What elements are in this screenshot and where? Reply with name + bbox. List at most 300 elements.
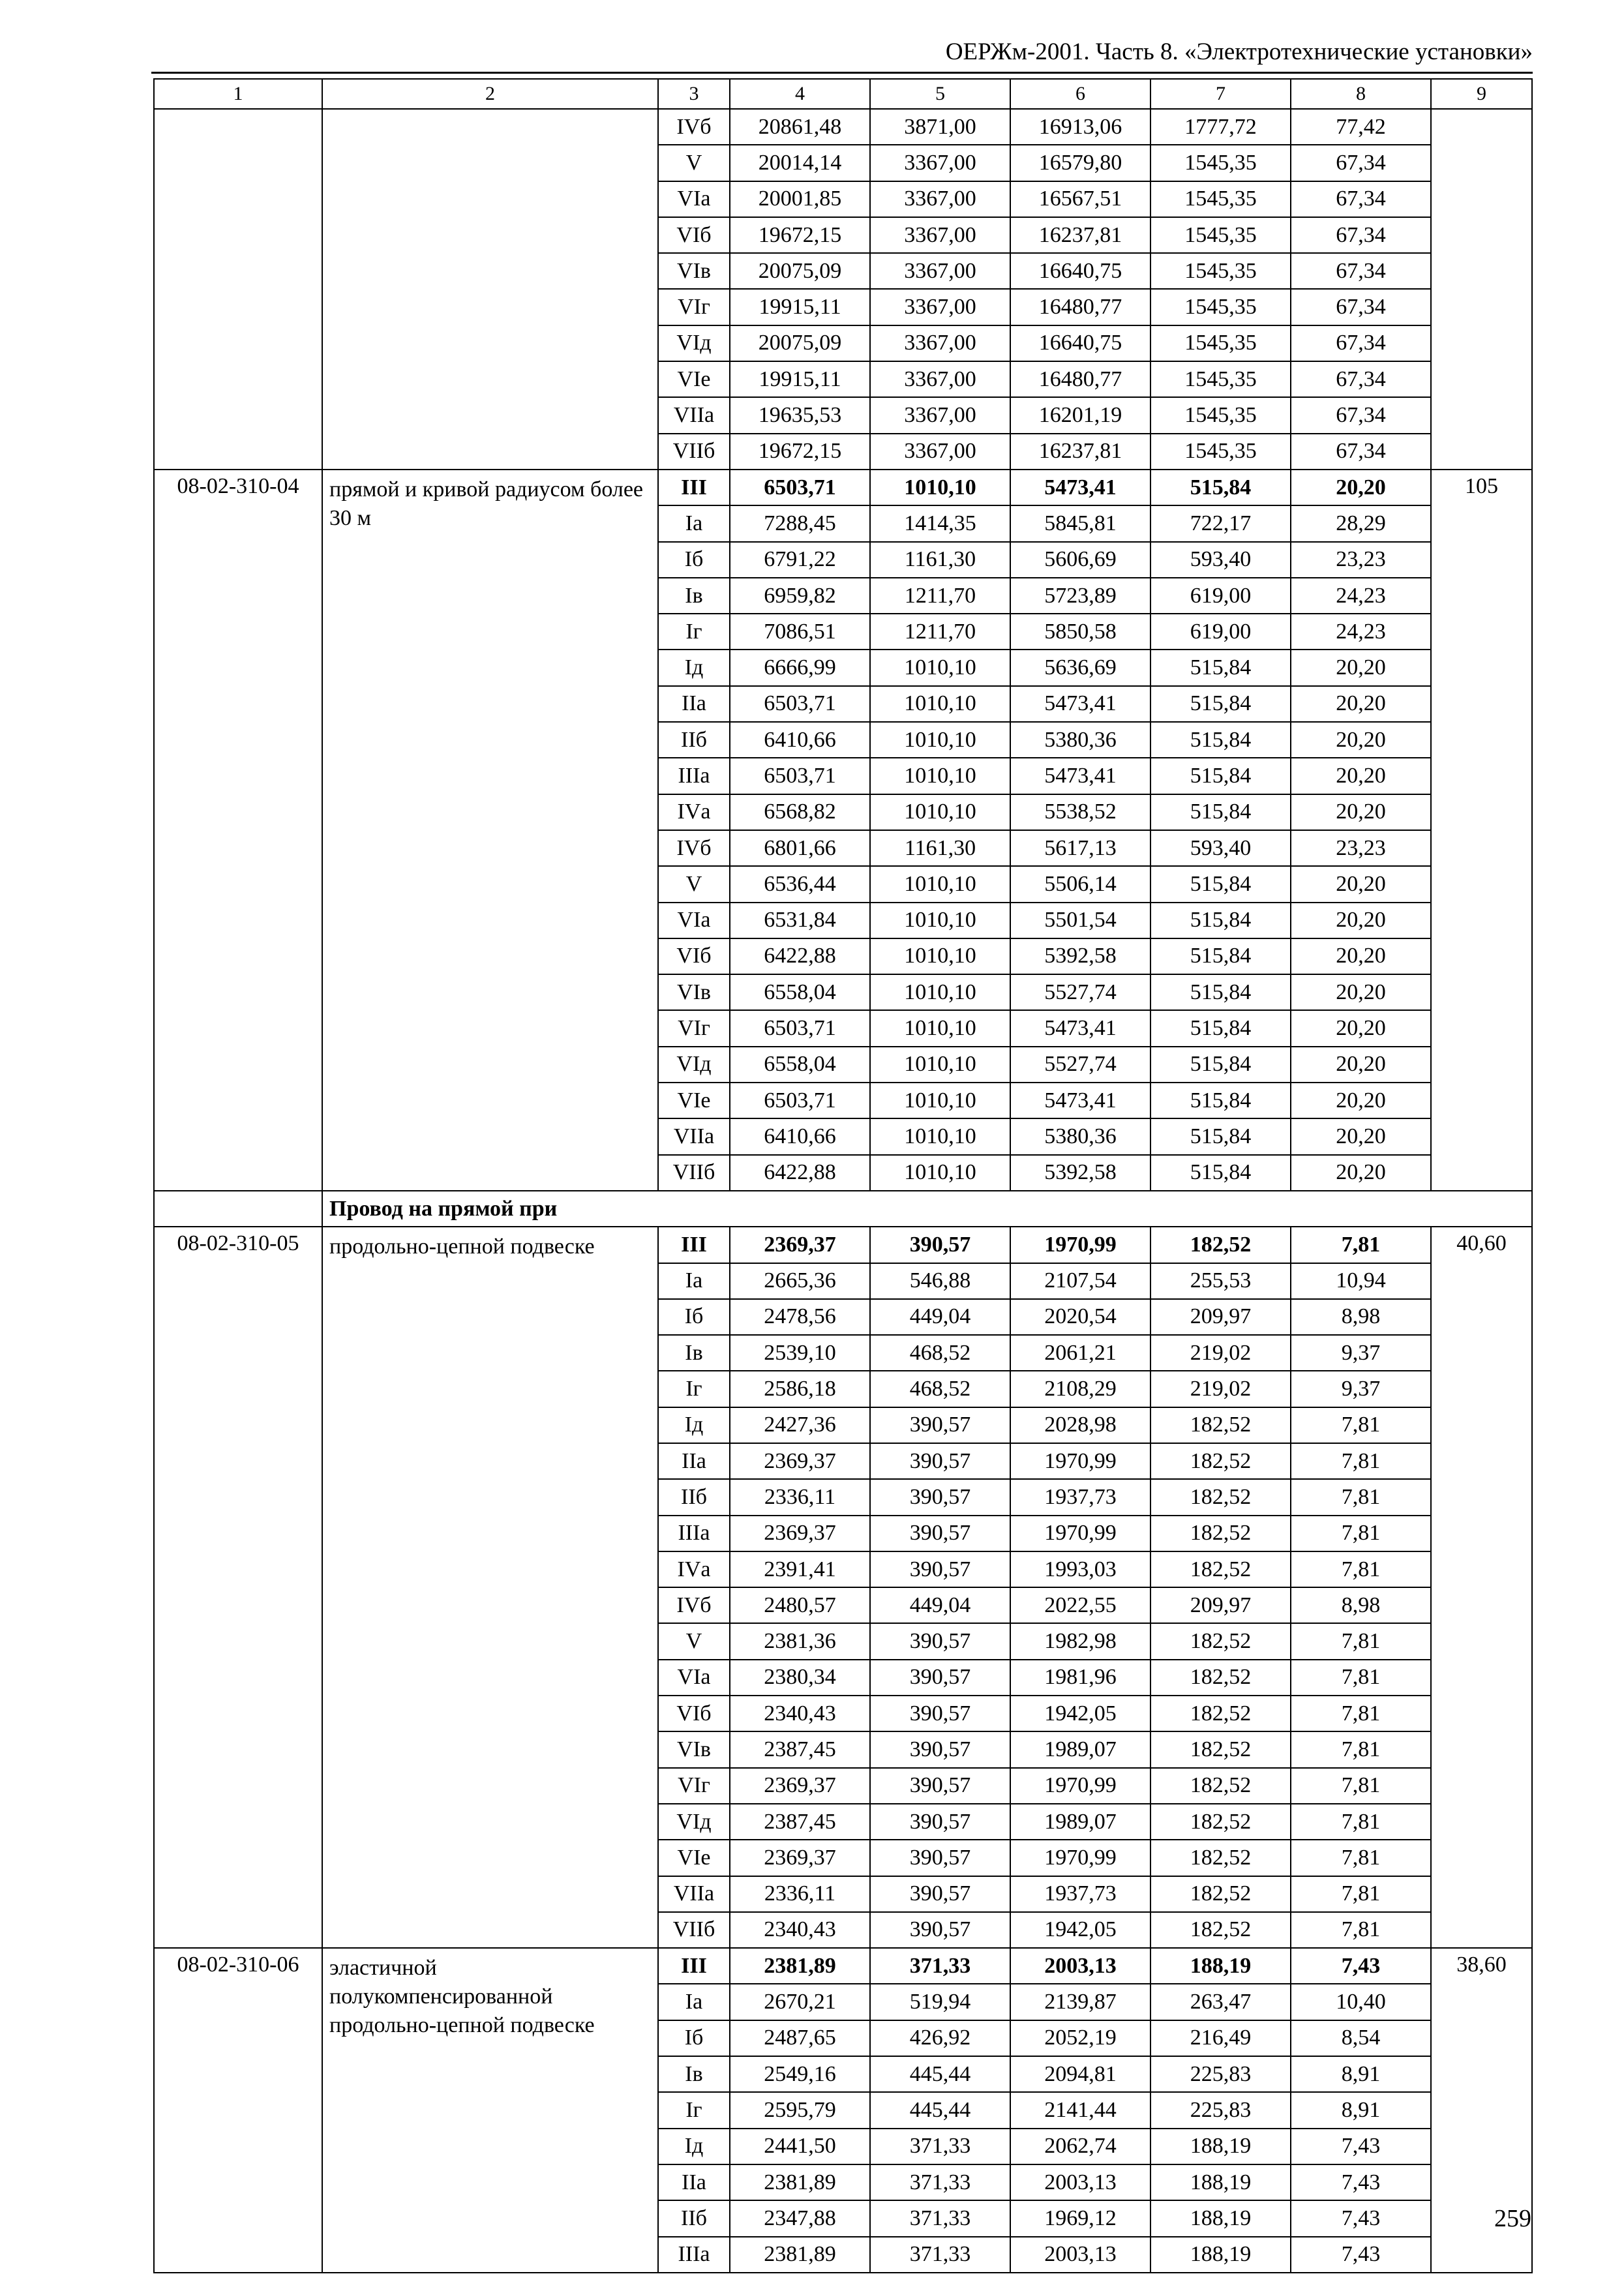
machinist-wages-cell: 182,52	[1150, 1876, 1291, 1912]
wages-cell: 3367,00	[870, 253, 1010, 289]
wages-cell: 3367,00	[870, 217, 1010, 253]
zone-cell: VIб	[658, 938, 730, 974]
machines-cell: 1970,99	[1010, 1443, 1150, 1479]
norm-code: 08-02-310-04	[154, 470, 322, 1191]
machinist-wages-cell: 1545,35	[1150, 434, 1291, 470]
zone-cell: IIб	[658, 2200, 730, 2236]
machinist-wages-cell: 593,40	[1150, 542, 1291, 578]
machines-cell: 5506,14	[1010, 866, 1150, 902]
wages-cell: 1010,10	[870, 722, 1010, 758]
wages-cell: 371,33	[870, 2200, 1010, 2236]
zone-cell: V	[658, 145, 730, 181]
machines-cell: 5473,41	[1010, 686, 1150, 722]
materials-cell: 20,20	[1291, 1155, 1431, 1191]
machinist-wages-cell: 182,52	[1150, 1479, 1291, 1515]
machines-cell: 1970,99	[1010, 1768, 1150, 1804]
zone-cell: VIд	[658, 1047, 730, 1083]
labor-cost-cell: 40,60	[1431, 1227, 1532, 1948]
zone-cell: VIIа	[658, 1876, 730, 1912]
total-cost-cell: 2427,36	[730, 1407, 870, 1443]
materials-cell: 23,23	[1291, 542, 1431, 578]
total-cost-cell: 6536,44	[730, 866, 870, 902]
machines-cell: 1970,99	[1010, 1840, 1150, 1876]
wages-cell: 1010,10	[870, 1155, 1010, 1191]
table-row	[154, 1227, 1532, 1263]
machinist-wages-cell: 515,84	[1150, 686, 1291, 722]
norm-code: 08-02-310-06	[154, 1948, 322, 2273]
page-number: 259	[1494, 2205, 1531, 2232]
wages-cell: 1010,10	[870, 650, 1010, 685]
total-cost-cell: 2478,56	[730, 1299, 870, 1335]
total-cost-cell: 2487,65	[730, 2020, 870, 2056]
machinist-wages-cell: 225,83	[1150, 2092, 1291, 2128]
wages-cell: 1010,10	[870, 938, 1010, 974]
zone-cell: VIг	[658, 1010, 730, 1046]
materials-cell: 20,20	[1291, 1010, 1431, 1046]
materials-cell: 20,20	[1291, 974, 1431, 1010]
machinist-wages-cell: 209,97	[1150, 1587, 1291, 1623]
total-cost-cell: 2347,88	[730, 2200, 870, 2236]
total-cost-cell: 2369,37	[730, 1840, 870, 1876]
materials-cell: 7,43	[1291, 2200, 1431, 2236]
materials-cell: 67,34	[1291, 289, 1431, 325]
materials-cell: 7,81	[1291, 1407, 1431, 1443]
wages-cell: 3367,00	[870, 397, 1010, 433]
zone-cell: VIб	[658, 217, 730, 253]
machinist-wages-cell: 216,49	[1150, 2020, 1291, 2056]
zone-cell: Iд	[658, 650, 730, 685]
machines-cell: 5538,52	[1010, 794, 1150, 830]
zone-cell: VIг	[658, 289, 730, 325]
total-cost-cell: 7288,45	[730, 505, 870, 541]
machinist-wages-cell: 225,83	[1150, 2056, 1291, 2092]
rates-table-body	[154, 79, 1532, 2273]
zone-cell: Iг	[658, 2092, 730, 2128]
zone-cell: VIIа	[658, 1118, 730, 1154]
machines-cell: 5473,41	[1010, 1083, 1150, 1118]
machinist-wages-cell: 515,84	[1150, 722, 1291, 758]
machinist-wages-cell: 515,84	[1150, 974, 1291, 1010]
zone-cell: VIд	[658, 1804, 730, 1840]
machines-cell: 2003,13	[1010, 2237, 1150, 2273]
total-cost-cell: 2381,36	[730, 1623, 870, 1659]
wages-cell: 390,57	[870, 1227, 1010, 1263]
total-cost-cell: 6410,66	[730, 722, 870, 758]
column-number: 4	[730, 79, 870, 109]
wages-cell: 371,33	[870, 1948, 1010, 1984]
zone-cell: VIа	[658, 1660, 730, 1696]
machines-cell: 16237,81	[1010, 217, 1150, 253]
machinist-wages-cell: 182,52	[1150, 1407, 1291, 1443]
zone-cell: V	[658, 1623, 730, 1659]
machinist-wages-cell: 182,52	[1150, 1660, 1291, 1696]
zone-cell: Iд	[658, 1407, 730, 1443]
materials-cell: 20,20	[1291, 470, 1431, 505]
wages-cell: 390,57	[870, 1696, 1010, 1731]
machines-cell: 16201,19	[1010, 397, 1150, 433]
total-cost-cell: 20075,09	[730, 253, 870, 289]
wages-cell: 390,57	[870, 1840, 1010, 1876]
materials-cell: 20,20	[1291, 794, 1431, 830]
materials-cell: 67,34	[1291, 253, 1431, 289]
wages-cell: 371,33	[870, 2129, 1010, 2164]
total-cost-cell: 2441,50	[730, 2129, 870, 2164]
machines-cell: 2062,74	[1010, 2129, 1150, 2164]
total-cost-cell: 2391,41	[730, 1551, 870, 1587]
norm-description: эластичной полукомпенсированной продольно-цепной подвеске	[322, 1948, 658, 2273]
column-number: 8	[1291, 79, 1431, 109]
total-cost-cell: 20014,14	[730, 145, 870, 181]
machines-cell: 5606,69	[1010, 542, 1150, 578]
column-number: 9	[1431, 79, 1532, 109]
wages-cell: 390,57	[870, 1516, 1010, 1551]
wages-cell: 449,04	[870, 1299, 1010, 1335]
total-cost-cell: 19672,15	[730, 434, 870, 470]
column-number: 6	[1010, 79, 1150, 109]
zone-cell: VIе	[658, 1083, 730, 1118]
zone-cell: IIа	[658, 2164, 730, 2200]
machines-cell: 1970,99	[1010, 1227, 1150, 1263]
machines-cell: 16913,06	[1010, 109, 1150, 145]
machinist-wages-cell: 1545,35	[1150, 181, 1291, 217]
wages-cell: 1010,10	[870, 686, 1010, 722]
zone-cell: Iа	[658, 505, 730, 541]
labor-cost-cell: 38,60	[1431, 1948, 1532, 2273]
machines-cell: 1942,05	[1010, 1912, 1150, 1948]
materials-cell: 24,23	[1291, 614, 1431, 650]
machinist-wages-cell: 182,52	[1150, 1551, 1291, 1587]
zone-cell: VIг	[658, 1768, 730, 1804]
materials-cell: 7,81	[1291, 1227, 1431, 1263]
materials-cell: 20,20	[1291, 686, 1431, 722]
total-cost-cell: 6666,99	[730, 650, 870, 685]
wages-cell: 1010,10	[870, 1047, 1010, 1083]
zone-cell: III	[658, 1227, 730, 1263]
wages-cell: 3367,00	[870, 325, 1010, 361]
machines-cell: 2052,19	[1010, 2020, 1150, 2056]
machines-cell: 1993,03	[1010, 1551, 1150, 1587]
total-cost-cell: 6503,71	[730, 686, 870, 722]
machines-cell: 5473,41	[1010, 1010, 1150, 1046]
section-row	[154, 1191, 1532, 1227]
wages-cell: 1010,10	[870, 1010, 1010, 1046]
zone-cell: Iа	[658, 1263, 730, 1299]
wages-cell: 546,88	[870, 1263, 1010, 1299]
materials-cell: 7,81	[1291, 1443, 1431, 1479]
zone-cell: Iг	[658, 614, 730, 650]
total-cost-cell: 6503,71	[730, 758, 870, 794]
wages-cell: 1010,10	[870, 758, 1010, 794]
zone-cell: VIв	[658, 1731, 730, 1767]
machinist-wages-cell: 515,84	[1150, 1083, 1291, 1118]
zone-cell: IVб	[658, 830, 730, 866]
materials-cell: 20,20	[1291, 650, 1431, 685]
machines-cell: 1982,98	[1010, 1623, 1150, 1659]
wages-cell: 3367,00	[870, 434, 1010, 470]
machinist-wages-cell: 188,19	[1150, 2129, 1291, 2164]
total-cost-cell: 6503,71	[730, 1010, 870, 1046]
machinist-wages-cell: 515,84	[1150, 1047, 1291, 1083]
wages-cell: 1010,10	[870, 1083, 1010, 1118]
machinist-wages-cell: 515,84	[1150, 650, 1291, 685]
machinist-wages-cell: 515,84	[1150, 794, 1291, 830]
rates-table	[153, 78, 1533, 2273]
machines-cell: 5617,13	[1010, 830, 1150, 866]
machinist-wages-cell: 619,00	[1150, 614, 1291, 650]
materials-cell: 7,43	[1291, 2129, 1431, 2164]
materials-cell: 7,81	[1291, 1551, 1431, 1587]
zone-cell: IIIа	[658, 758, 730, 794]
zone-cell: VIд	[658, 325, 730, 361]
total-cost-cell: 6791,22	[730, 542, 870, 578]
machinist-wages-cell: 1545,35	[1150, 145, 1291, 181]
materials-cell: 20,20	[1291, 866, 1431, 902]
zone-cell: V	[658, 866, 730, 902]
machines-cell: 2139,87	[1010, 1984, 1150, 2020]
machinist-wages-cell: 188,19	[1150, 2200, 1291, 2236]
materials-cell: 7,81	[1291, 1768, 1431, 1804]
column-number: 1	[154, 79, 322, 109]
machines-cell: 1970,99	[1010, 1516, 1150, 1551]
machinist-wages-cell: 209,97	[1150, 1299, 1291, 1335]
wages-cell: 3367,00	[870, 361, 1010, 397]
machines-cell: 5380,36	[1010, 722, 1150, 758]
machines-cell: 2061,21	[1010, 1335, 1150, 1371]
materials-cell: 10,94	[1291, 1263, 1431, 1299]
column-number: 2	[322, 79, 658, 109]
total-cost-cell: 7086,51	[730, 614, 870, 650]
wages-cell: 468,52	[870, 1335, 1010, 1371]
materials-cell: 20,20	[1291, 1118, 1431, 1154]
materials-cell: 8,98	[1291, 1299, 1431, 1335]
labor-cost-cell: 105	[1431, 470, 1532, 1191]
materials-cell: 8,91	[1291, 2056, 1431, 2092]
zone-cell: VIв	[658, 253, 730, 289]
machinist-wages-cell: 182,52	[1150, 1443, 1291, 1479]
wages-cell: 390,57	[870, 1551, 1010, 1587]
materials-cell: 7,81	[1291, 1804, 1431, 1840]
column-number-row	[154, 79, 1532, 109]
machines-cell: 1942,05	[1010, 1696, 1150, 1731]
machines-cell: 1989,07	[1010, 1731, 1150, 1767]
machinist-wages-cell: 182,52	[1150, 1696, 1291, 1731]
wages-cell: 3367,00	[870, 181, 1010, 217]
machines-cell: 5850,58	[1010, 614, 1150, 650]
machines-cell: 2028,98	[1010, 1407, 1150, 1443]
zone-cell: IVа	[658, 1551, 730, 1587]
machinist-wages-cell: 515,84	[1150, 938, 1291, 974]
materials-cell: 8,54	[1291, 2020, 1431, 2056]
total-cost-cell: 20861,48	[730, 109, 870, 145]
machinist-wages-cell: 515,84	[1150, 470, 1291, 505]
materials-cell: 28,29	[1291, 505, 1431, 541]
wages-cell: 1161,30	[870, 830, 1010, 866]
total-cost-cell: 6568,82	[730, 794, 870, 830]
zone-cell: III	[658, 1948, 730, 1984]
materials-cell: 7,81	[1291, 1696, 1431, 1731]
total-cost-cell: 2340,43	[730, 1696, 870, 1731]
total-cost-cell: 2369,37	[730, 1516, 870, 1551]
machines-cell: 16579,80	[1010, 145, 1150, 181]
wages-cell: 390,57	[870, 1623, 1010, 1659]
total-cost-cell: 2369,37	[730, 1443, 870, 1479]
zone-cell: Iд	[658, 2129, 730, 2164]
norm-code: 08-02-310-05	[154, 1227, 322, 1948]
zone-cell: IIб	[658, 1479, 730, 1515]
header-rule	[151, 72, 1533, 74]
total-cost-cell: 6422,88	[730, 938, 870, 974]
machines-cell: 2094,81	[1010, 2056, 1150, 2092]
total-cost-cell: 2381,89	[730, 2237, 870, 2273]
total-cost-cell: 19915,11	[730, 289, 870, 325]
wages-cell: 468,52	[870, 1371, 1010, 1407]
machines-cell: 1937,73	[1010, 1479, 1150, 1515]
total-cost-cell: 2586,18	[730, 1371, 870, 1407]
wages-cell: 3367,00	[870, 289, 1010, 325]
total-cost-cell: 6503,71	[730, 470, 870, 505]
materials-cell: 7,43	[1291, 2164, 1431, 2200]
total-cost-cell: 6959,82	[730, 578, 870, 614]
machines-cell: 5527,74	[1010, 1047, 1150, 1083]
machinist-wages-cell: 182,52	[1150, 1768, 1291, 1804]
wages-cell: 1010,10	[870, 866, 1010, 902]
materials-cell: 7,43	[1291, 1948, 1431, 1984]
zone-cell: Iб	[658, 542, 730, 578]
zone-cell: VIIб	[658, 434, 730, 470]
total-cost-cell: 2549,16	[730, 2056, 870, 2092]
materials-cell: 7,81	[1291, 1516, 1431, 1551]
zone-cell: IVа	[658, 794, 730, 830]
total-cost-cell: 2381,89	[730, 1948, 870, 1984]
machines-cell: 1937,73	[1010, 1876, 1150, 1912]
zone-cell: Iа	[658, 1984, 730, 2020]
machinist-wages-cell: 722,17	[1150, 505, 1291, 541]
zone-cell: Iв	[658, 578, 730, 614]
machines-cell: 1969,12	[1010, 2200, 1150, 2236]
machines-cell: 5473,41	[1010, 758, 1150, 794]
zone-cell: IIа	[658, 686, 730, 722]
machines-cell: 2003,13	[1010, 2164, 1150, 2200]
materials-cell: 67,34	[1291, 325, 1431, 361]
zone-cell: IIа	[658, 1443, 730, 1479]
total-cost-cell: 2387,45	[730, 1804, 870, 1840]
total-cost-cell: 2336,11	[730, 1479, 870, 1515]
total-cost-cell: 19672,15	[730, 217, 870, 253]
materials-cell: 7,81	[1291, 1623, 1431, 1659]
table-row	[154, 470, 1532, 505]
zone-cell: VIа	[658, 181, 730, 217]
zone-cell: VIIб	[658, 1912, 730, 1948]
wages-cell: 390,57	[870, 1768, 1010, 1804]
machines-cell: 16567,51	[1010, 181, 1150, 217]
wages-cell: 390,57	[870, 1407, 1010, 1443]
materials-cell: 7,81	[1291, 1660, 1431, 1696]
wages-cell: 1211,70	[870, 614, 1010, 650]
total-cost-cell: 19635,53	[730, 397, 870, 433]
machines-cell: 5392,58	[1010, 1155, 1150, 1191]
total-cost-cell: 6558,04	[730, 974, 870, 1010]
machinist-wages-cell: 188,19	[1150, 2164, 1291, 2200]
machinist-wages-cell: 219,02	[1150, 1371, 1291, 1407]
total-cost-cell: 2539,10	[730, 1335, 870, 1371]
zone-cell: Iг	[658, 1371, 730, 1407]
machines-cell: 5380,36	[1010, 1118, 1150, 1154]
materials-cell: 7,81	[1291, 1840, 1431, 1876]
wages-cell: 1010,10	[870, 1118, 1010, 1154]
machinist-wages-cell: 219,02	[1150, 1335, 1291, 1371]
zone-cell: Iб	[658, 1299, 730, 1335]
machinist-wages-cell: 182,52	[1150, 1623, 1291, 1659]
total-cost-cell: 2480,57	[730, 1587, 870, 1623]
materials-cell: 7,43	[1291, 2237, 1431, 2273]
machinist-wages-cell: 263,47	[1150, 1984, 1291, 2020]
wages-cell: 1010,10	[870, 974, 1010, 1010]
zone-cell: IIб	[658, 722, 730, 758]
machinist-wages-cell: 1777,72	[1150, 109, 1291, 145]
machinist-wages-cell: 182,52	[1150, 1516, 1291, 1551]
zone-cell: VIIа	[658, 397, 730, 433]
wages-cell: 371,33	[870, 2237, 1010, 2273]
machinist-wages-cell: 515,84	[1150, 1010, 1291, 1046]
machinist-wages-cell: 515,84	[1150, 1155, 1291, 1191]
materials-cell: 9,37	[1291, 1371, 1431, 1407]
wages-cell: 390,57	[870, 1912, 1010, 1948]
materials-cell: 8,98	[1291, 1587, 1431, 1623]
machines-cell: 1989,07	[1010, 1804, 1150, 1840]
wages-cell: 390,57	[870, 1804, 1010, 1840]
wages-cell: 390,57	[870, 1876, 1010, 1912]
machines-cell: 2141,44	[1010, 2092, 1150, 2128]
table-row	[154, 1948, 1532, 1984]
materials-cell: 20,20	[1291, 903, 1431, 938]
total-cost-cell: 6801,66	[730, 830, 870, 866]
zone-cell: IIIа	[658, 1516, 730, 1551]
machines-cell: 2020,54	[1010, 1299, 1150, 1335]
wages-cell: 426,92	[870, 2020, 1010, 2056]
machinist-wages-cell: 593,40	[1150, 830, 1291, 866]
machines-cell: 5392,58	[1010, 938, 1150, 974]
norm-description: продольно-цепной подвеске	[322, 1227, 658, 1948]
wages-cell: 519,94	[870, 1984, 1010, 2020]
machines-cell: 5723,89	[1010, 578, 1150, 614]
machinist-wages-cell: 1545,35	[1150, 289, 1291, 325]
zone-cell: Iв	[658, 2056, 730, 2092]
zone-cell: IIIа	[658, 2237, 730, 2273]
table-row	[154, 109, 1532, 145]
wages-cell: 390,57	[870, 1731, 1010, 1767]
materials-cell: 67,34	[1291, 145, 1431, 181]
machines-cell: 2107,54	[1010, 1263, 1150, 1299]
machinist-wages-cell: 255,53	[1150, 1263, 1291, 1299]
machinist-wages-cell: 182,52	[1150, 1804, 1291, 1840]
total-cost-cell: 2369,37	[730, 1768, 870, 1804]
zone-cell: VIIб	[658, 1155, 730, 1191]
machines-cell: 5845,81	[1010, 505, 1150, 541]
total-cost-cell: 20001,85	[730, 181, 870, 217]
total-cost-cell: 2381,89	[730, 2164, 870, 2200]
wages-cell: 3871,00	[870, 109, 1010, 145]
materials-cell: 7,81	[1291, 1912, 1431, 1948]
materials-cell: 20,20	[1291, 722, 1431, 758]
column-number: 7	[1150, 79, 1291, 109]
materials-cell: 24,23	[1291, 578, 1431, 614]
total-cost-cell: 6503,71	[730, 1083, 870, 1118]
materials-cell: 8,91	[1291, 2092, 1431, 2128]
machines-cell: 1981,96	[1010, 1660, 1150, 1696]
materials-cell: 7,81	[1291, 1876, 1431, 1912]
wages-cell: 1414,35	[870, 505, 1010, 541]
machinist-wages-cell: 1545,35	[1150, 361, 1291, 397]
